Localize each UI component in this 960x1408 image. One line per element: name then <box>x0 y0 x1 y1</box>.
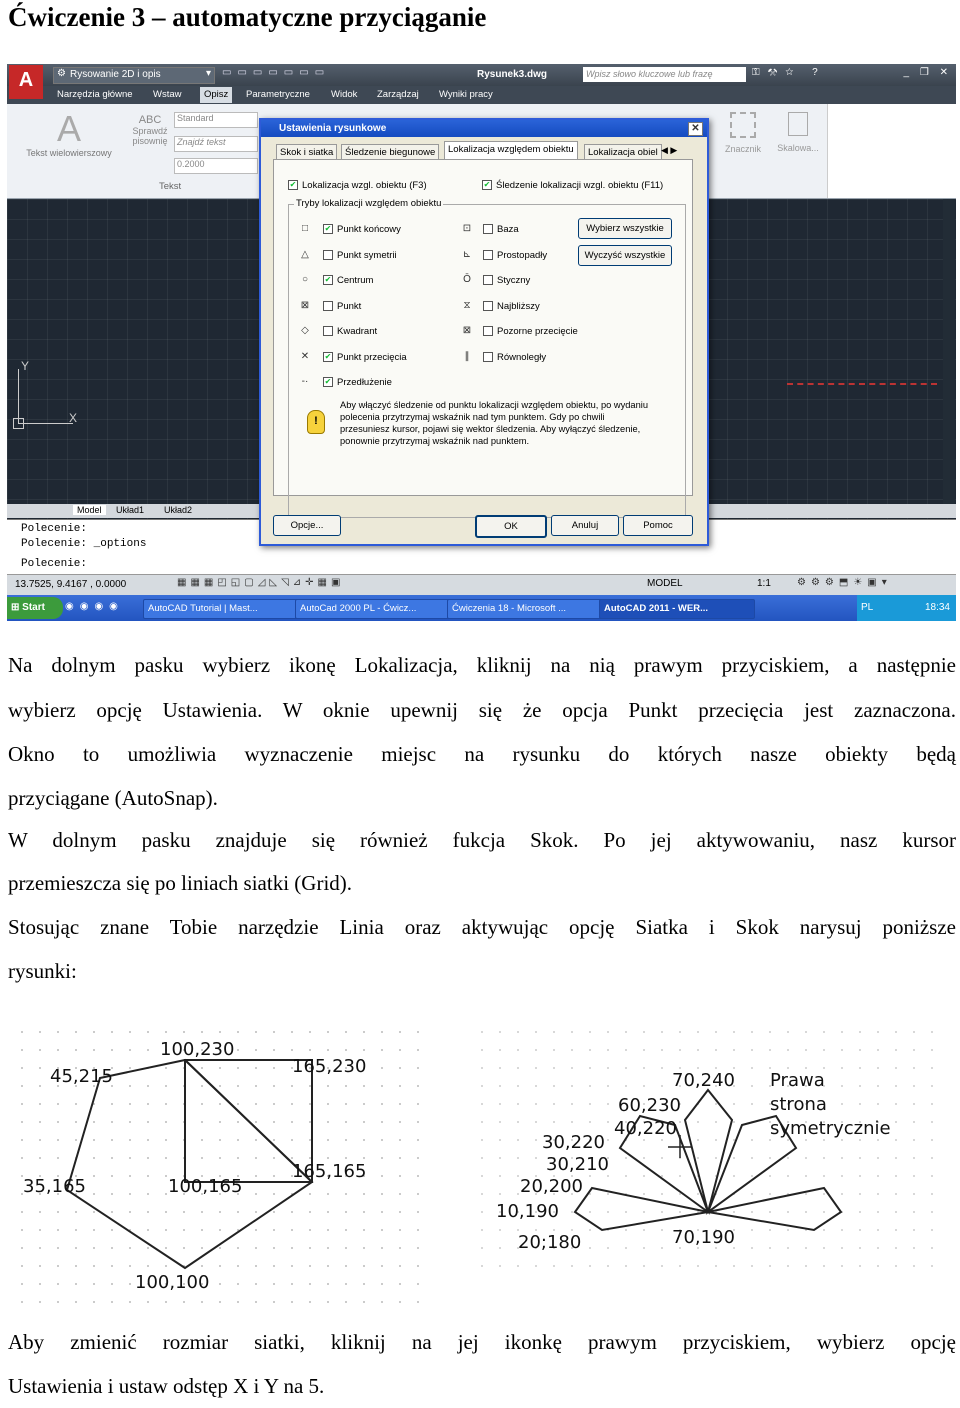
left-mode-check: ✔ <box>324 275 332 285</box>
left-mode-checkbox[interactable] <box>323 301 361 312</box>
tab-scroll-arrows[interactable]: ◀ ▶ <box>661 145 678 155</box>
right-mode-symbol-icon: Ō <box>463 274 471 285</box>
red-marks <box>787 375 937 385</box>
menu-item-output[interactable]: Wyniki pracy <box>439 89 493 100</box>
right-mode-checkbox[interactable] <box>483 275 530 286</box>
tab-snap-grid[interactable]: Skok i siatka <box>276 144 337 160</box>
ok-button[interactable]: OK <box>475 515 547 538</box>
status-right-icons[interactable]: ⚙⚙⚙⬒☀▣▾ <box>797 577 892 588</box>
task-4[interactable] <box>599 599 755 619</box>
tab-object-snap[interactable]: Lokalizacja względem obiektu <box>444 141 578 160</box>
right-mode-label: Styczny <box>497 275 531 286</box>
left-mode-check: ✔ <box>324 351 332 361</box>
note-line-1: Prawa <box>770 1070 825 1091</box>
chevron-down-icon: ▾ <box>205 68 211 79</box>
right-mode-check <box>483 301 493 311</box>
task-2[interactable] <box>295 599 451 619</box>
left-mode-label: Punkt symetrii <box>337 249 397 261</box>
info-text: Aby włączyć śledzenie od punktu lokalizacji względem obiektu, po wydaniu polecenia przytrzymaj wskaźnik nad tym punktem. Gdy po chwili przesuniesz kursor, pojawi się wektor śledzenia. Aby wyłączyć śledzenie, ponownie przytrzymaj wskaźnik nad punktem. <box>340 400 648 446</box>
snap-modes-group-label: Tryby lokalizacji względem obiektu <box>296 198 442 209</box>
status-toggle-icons[interactable]: ▦▦▦◰◱▢◿◺◹⊿✛▦▣ <box>177 577 345 588</box>
multiline-text-button[interactable] <box>19 110 119 170</box>
left-mode-symbol-icon: -· <box>301 376 309 387</box>
task-3-label: Ćwiczenia 18 - Microsoft ... <box>452 603 567 614</box>
cancel-button[interactable]: Anuluj <box>551 515 619 536</box>
left-mode-check <box>323 250 333 260</box>
menu-item-manage[interactable]: Zarządzaj <box>377 89 419 100</box>
autocad-logo-icon: A <box>9 65 43 99</box>
scrollbar-right[interactable] <box>943 199 955 504</box>
task-1-label: AutoCAD Tutorial | Mast... <box>148 603 258 614</box>
left-mode-label: Kwadrant <box>337 326 378 337</box>
help-button[interactable]: Pomoc <box>623 515 693 536</box>
right-mode-symbol-icon: ⊡ <box>462 223 472 234</box>
osnap-on-checkbox[interactable] <box>288 180 427 191</box>
tab-layout1[interactable]: Układ1 <box>116 505 145 515</box>
left-mode-label: Punkt przecięcia <box>337 351 407 363</box>
left-mode-checkbox[interactable] <box>323 352 407 363</box>
paragraph-1-line-2: wybierz opcję Ustawienia. W oknie upewnij się że opcja Punkt przecięcia jest zaznaczona. <box>8 698 956 722</box>
otrack-on-check: ✔ <box>483 180 491 190</box>
menu-item-view[interactable]: Widok <box>331 89 358 100</box>
gear-icon: ⚙ <box>57 68 66 79</box>
find-text-input[interactable]: Znajdź tekst <box>174 136 258 152</box>
otrack-on-checkbox[interactable] <box>482 180 663 191</box>
left-mode-label: Punkt końcowy <box>337 224 401 235</box>
right-mode-symbol-icon: ⧖ <box>463 299 471 311</box>
left-mode-label: Centrum <box>337 275 374 286</box>
dialog-title-bar <box>261 120 707 137</box>
start-button[interactable] <box>7 597 63 619</box>
language-indicator[interactable]: PL <box>861 602 874 613</box>
marker-label: Znacznik <box>724 144 761 154</box>
coordinates-readout: 13.7525, 9.4167 , 0.0000 <box>15 579 127 590</box>
page-title: Ćwiczenie 3 – automatyczne przyciąganie <box>8 2 487 32</box>
options-button[interactable]: Opcje... <box>273 515 341 536</box>
label-165-230: 165,230 <box>292 1056 367 1077</box>
left-mode-check <box>323 301 333 311</box>
right-mode-label: Prostopadły <box>497 249 548 261</box>
drafting-settings-dialog <box>259 118 709 546</box>
right-mode-label: Pozorne przecięcie <box>497 326 578 337</box>
ucs-icon <box>13 418 24 429</box>
otrack-on-label: Śledzenie lokalizacji wzgl. obiektu (F11) <box>496 180 664 191</box>
right-mode-check <box>483 326 493 336</box>
right-mode-label: Baza <box>497 224 519 235</box>
label-70-240: 70,240 <box>672 1070 735 1091</box>
text-style-select[interactable]: Standard <box>174 112 258 128</box>
right-mode-symbol-icon: ⊠ <box>462 325 472 336</box>
right-mode-check <box>483 352 493 362</box>
right-mode-check <box>483 224 493 234</box>
command-line-1: Polecenie: <box>21 523 88 535</box>
left-mode-symbol-icon: △ <box>301 248 309 260</box>
paragraph-4-line-1: Aby zmienić rozmiar siatki, kliknij na jej ikonkę prawym przyciskiem, wybierz opcję <box>8 1330 956 1354</box>
command-line-3: Polecenie: <box>21 558 88 570</box>
left-mode-check <box>323 326 333 336</box>
paragraph-1-line-1: Na dolnym pasku wybierz ikonę Lokalizacja, kliknij na nią prawym przyciskiem, a następnie <box>8 653 956 677</box>
tab-model[interactable]: Model <box>73 505 106 515</box>
right-mode-check <box>483 275 493 285</box>
left-mode-check: ✔ <box>324 377 332 387</box>
model-toggle[interactable]: MODEL <box>647 578 683 589</box>
task-1[interactable] <box>143 599 299 619</box>
left-mode-checkbox[interactable] <box>323 275 373 286</box>
close-icon[interactable]: ✕ <box>688 122 703 136</box>
panel-text-label[interactable]: Tekst <box>159 181 182 192</box>
ucs-y-label: Y <box>21 359 30 373</box>
windows-icon: ⊞ <box>11 602 20 613</box>
figure-2 <box>480 1030 940 1270</box>
right-mode-checkbox[interactable] <box>483 224 519 235</box>
menu-item-annotate[interactable]: Opisz <box>200 87 232 103</box>
menu-item-home[interactable]: Narzędzia główne <box>57 89 133 100</box>
multiline-text-label: Tekst wielowierszowy <box>26 148 112 158</box>
ribbon-right-panel <box>827 104 956 198</box>
start-label: Start <box>22 602 45 613</box>
ucs-y-axis <box>18 369 19 424</box>
label-60-230: 60,230 <box>618 1095 681 1116</box>
left-mode-label: Punkt <box>337 300 362 312</box>
label-30-210: 30,210 <box>546 1154 609 1175</box>
workspace-label: Rysowanie 2D i opis <box>70 69 161 80</box>
clear-all-button[interactable]: Wyczyść wszystkie <box>578 245 672 266</box>
scale-label: Skalowa... <box>777 143 819 153</box>
left-mode-symbol-icon: □ <box>301 223 309 234</box>
menu-bar <box>7 86 956 104</box>
task-3[interactable] <box>447 599 603 619</box>
ucs-x-label: X <box>69 411 78 425</box>
warning-bulb-icon: ! <box>307 410 325 434</box>
paragraph-1-line-3: Okno to umożliwia wyznaczenie miejsc na rysunku do których nasze obiekty będą <box>8 742 956 766</box>
status-bar <box>7 574 956 595</box>
left-mode-symbol-icon: ✕ <box>300 350 310 362</box>
file-name: Rysunek3.dwg <box>477 69 548 80</box>
left-mode-checkbox[interactable] <box>323 326 377 337</box>
text-big-icon: A <box>56 108 81 149</box>
abc-icon: ABC <box>138 114 162 126</box>
label-45-215: 45,215 <box>50 1066 113 1087</box>
figure-1 <box>20 1030 420 1310</box>
left-mode-checkbox[interactable] <box>323 224 401 235</box>
ucs-x-axis <box>18 423 73 424</box>
label-40-220: 40,220 <box>614 1118 677 1139</box>
quick-launch-icons[interactable]: ◉◉◉◉ <box>65 601 124 612</box>
label-20-200: 20,200 <box>520 1176 583 1197</box>
help-icons[interactable]: ⚿⚒☆ ? <box>752 67 826 78</box>
osnap-on-label: Lokalizacja wzgl. obiektu (F3) <box>302 180 427 191</box>
window-controls[interactable]: _ ❐ ✕ <box>903 67 952 78</box>
left-mode-checkbox[interactable] <box>323 377 392 388</box>
note-line-2: strona <box>770 1094 827 1115</box>
right-mode-checkbox[interactable] <box>483 301 540 312</box>
tab-object-snap-3d[interactable]: Lokalizacja obiel <box>584 144 662 160</box>
paragraph-3-line-1: Stosując znane Tobie narzędzie Linia oraz aktywując opcję Siatka i Skok narysuj poniższe <box>8 915 956 939</box>
tab-layout2[interactable]: Układ2 <box>164 505 193 515</box>
right-mode-label: Równoległy <box>497 351 547 363</box>
label-20-180: 20;180 <box>518 1232 582 1253</box>
task-4-label: AutoCAD 2011 - WER... <box>604 603 708 614</box>
paragraph-3-line-2: rysunki: <box>8 959 77 983</box>
left-mode-label: Przedłużenie <box>337 377 392 388</box>
dialog-title: Ustawienia rysunkowe <box>279 123 387 134</box>
left-mode-symbol-icon: ⊠ <box>300 299 310 311</box>
right-mode-label: Najbliższy <box>497 300 540 312</box>
title-bar <box>7 64 956 91</box>
marker-icon <box>730 112 756 138</box>
task-2-label: AutoCad 2000 PL - Ćwicz... <box>300 603 417 614</box>
paragraph-2-line-2: przemieszcza się po liniach siatki (Grid). <box>8 871 353 895</box>
osnap-on-check: ✔ <box>289 180 297 190</box>
label-35-165: 35,165 <box>23 1176 86 1197</box>
scale-button[interactable] <box>773 112 823 153</box>
left-mode-check: ✔ <box>324 224 332 234</box>
left-mode-symbol-icon: ◇ <box>301 325 309 336</box>
annotation-scale[interactable]: 1:1 <box>757 578 771 589</box>
system-tray <box>857 595 956 621</box>
right-mode-checkbox[interactable] <box>483 250 547 261</box>
label-165-165: 165,165 <box>292 1161 367 1182</box>
menu-item-insert[interactable]: Wstaw <box>153 89 182 100</box>
left-mode-symbol-icon: ○ <box>301 274 309 285</box>
label-30-220: 30,220 <box>542 1132 605 1153</box>
right-mode-checkbox[interactable] <box>483 352 546 363</box>
right-mode-symbol-icon: ⊾ <box>462 248 472 260</box>
scale-icon <box>788 112 808 136</box>
quick-access-icons[interactable]: ▭▭▭▭▭▭▭ <box>222 67 331 78</box>
marker-button[interactable] <box>719 112 767 154</box>
spell-check-button[interactable] <box>125 114 175 146</box>
text-height-input[interactable]: 0.2000 <box>174 158 258 174</box>
paragraph-4-line-2: Ustawienia i ustaw odstęp X i Y na 5. <box>8 1374 325 1398</box>
note-line-3: symetrycznie <box>770 1118 891 1139</box>
label-100-100: 100,100 <box>135 1272 210 1293</box>
select-all-button[interactable]: Wybierz wszystkie <box>578 218 672 239</box>
spell-check-label: Sprawdź pisownię <box>132 126 168 146</box>
right-mode-checkbox[interactable] <box>483 326 578 337</box>
right-mode-check <box>483 250 493 260</box>
paragraph-1-line-4: przyciągane (AutoSnap). <box>8 786 218 810</box>
label-10-190: 10,190 <box>496 1201 559 1222</box>
left-mode-checkbox[interactable] <box>323 250 397 261</box>
paragraph-2-line-1: W dolnym pasku znajduje się również fukcja Skok. Po jej aktywowaniu, nasz kursor <box>8 828 956 852</box>
clock: 18:34 <box>924 602 950 613</box>
tab-polar-tracking[interactable]: Śledzenie biegunowe <box>341 144 439 160</box>
workspace-dropdown[interactable] <box>53 67 215 84</box>
label-70-190: 70,190 <box>672 1227 735 1248</box>
search-input[interactable]: Wpisz słowo kluczowe lub frazę <box>583 67 746 82</box>
menu-item-parametric[interactable]: Parametryczne <box>246 89 310 100</box>
label-100-165: 100,165 <box>168 1176 243 1197</box>
taskbar <box>7 595 956 621</box>
command-line-2: Polecenie: _options <box>21 538 147 550</box>
right-mode-symbol-icon: ∥ <box>464 350 470 362</box>
autocad-screenshot <box>7 64 956 621</box>
label-100-230: 100,230 <box>160 1039 235 1060</box>
